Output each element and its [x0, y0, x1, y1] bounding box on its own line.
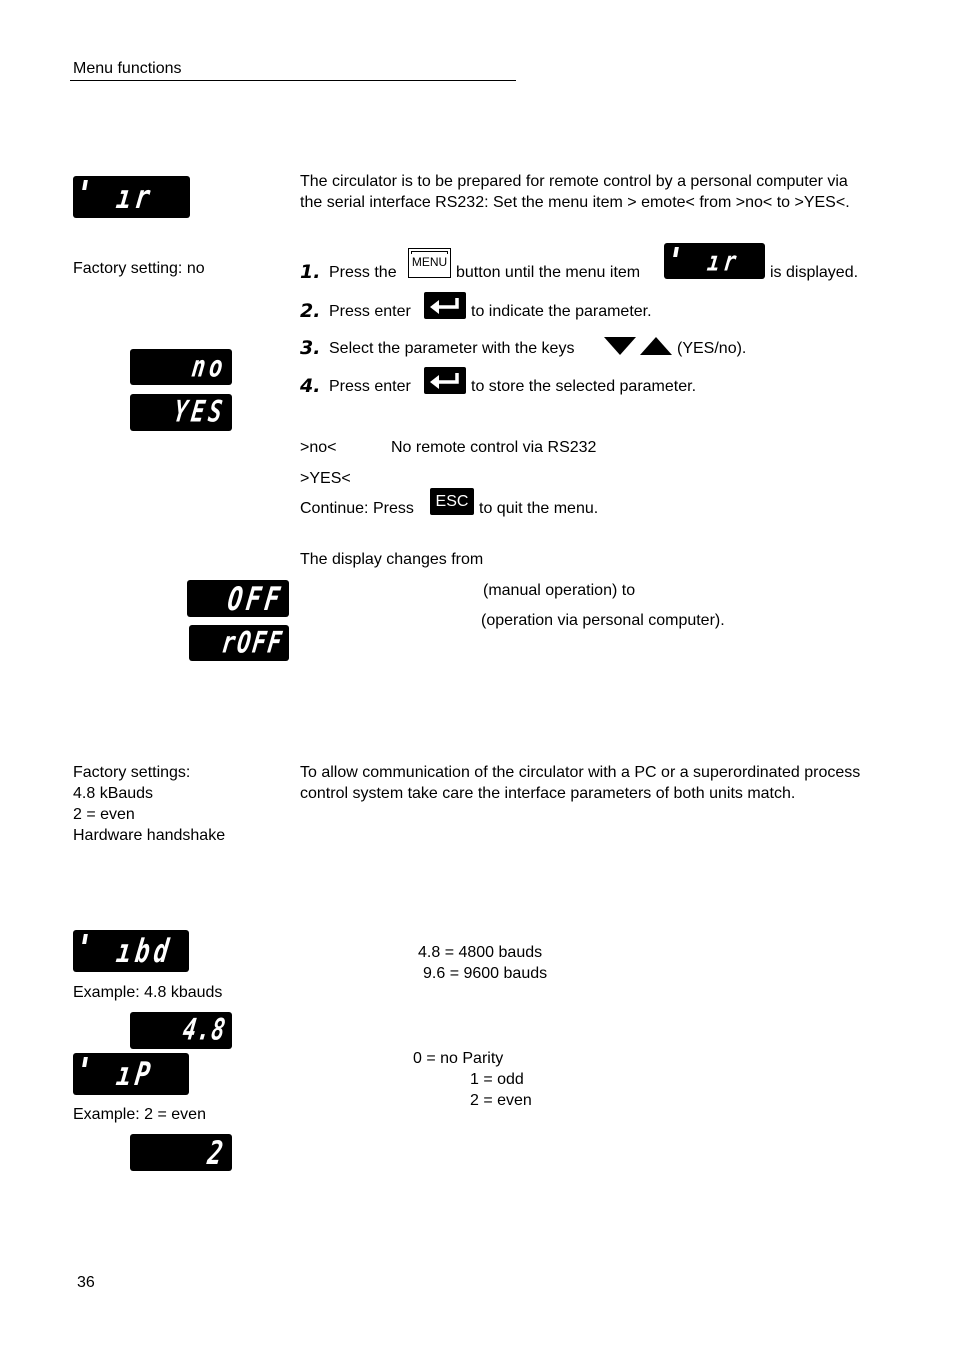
option-no-description: No remote control via RS232: [391, 439, 597, 456]
step-2-text-a: Press enter: [329, 303, 411, 320]
remote-menu-display: [73, 176, 190, 218]
display-change-line-3: (operation via personal computer).: [481, 612, 725, 629]
baud-value-display-text: 4.8: [180, 1013, 229, 1048]
parity-example-label: Example: 2 = even: [73, 1106, 206, 1123]
factory-settings-line: Hardware handshake: [73, 827, 226, 844]
baud-menu-display: [73, 930, 189, 972]
baud-option: 9.6 = 9600 bauds: [423, 965, 548, 982]
parity-menu-display-text: ıP: [114, 1055, 157, 1093]
factory-setting-note: Factory setting: no: [73, 260, 205, 277]
remote-menu-display-text: ır: [114, 178, 157, 216]
display-change-line-1: The display changes from: [300, 551, 484, 568]
parity-value-display-text: 2: [204, 1133, 229, 1172]
step-1-number: 1.: [300, 261, 321, 283]
communication-paragraph: To allow communication of the circulator with a PC or a superordinated process control system take care the interface parameters of both units match.: [300, 764, 861, 802]
continue-text-a: Continue: Press: [300, 500, 414, 517]
step-1-text-c: is displayed.: [770, 264, 859, 281]
step-3-text-b: (YES/no).: [677, 340, 747, 357]
menu-key-icon: [408, 248, 451, 278]
parity-option: 2 = even: [470, 1092, 532, 1109]
baud-menu-display-text: ıbd: [114, 932, 176, 970]
enter-key-icon: [424, 292, 466, 319]
intro-paragraph: The circulator is to be prepared for remote control by a personal computer via the serial interface RS232: Set the menu item > emote< from >no< to >YES<.: [300, 173, 850, 211]
remote-menu-display-inline-text: ır: [705, 244, 743, 278]
step-2-text-b: to indicate the parameter.: [471, 303, 652, 320]
roff-display: [189, 625, 289, 661]
display-change-line-2: (manual operation) to: [483, 582, 636, 599]
off-display-text: OFF: [224, 579, 286, 618]
step-3-text-a: Select the parameter with the keys: [329, 340, 575, 357]
step-1-text-b: button until the menu item: [456, 264, 641, 281]
up-arrow-key-icon: [640, 337, 672, 355]
esc-key-label: ESC: [435, 492, 469, 510]
parity-menu-display: [73, 1053, 189, 1095]
factory-settings-title: Factory settings:: [73, 764, 191, 781]
down-arrow-key-icon: [604, 337, 636, 355]
no-display-text: no: [189, 350, 229, 384]
esc-key-icon: [430, 488, 474, 515]
step-4-text-a: Press enter: [329, 378, 411, 395]
factory-settings-line: 4.8 kBauds: [73, 785, 154, 802]
baud-option: 4.8 = 4800 bauds: [418, 944, 543, 961]
step-3-number: 3.: [300, 337, 321, 359]
yes-display: [130, 394, 232, 431]
remote-menu-display-inline: [664, 243, 765, 279]
enter-key-icon-2: [424, 367, 466, 394]
step-4-text-b: to store the selected parameter.: [471, 378, 697, 395]
baud-example-label: Example: 4.8 kbauds: [73, 984, 223, 1001]
option-no-label: >no<: [300, 439, 337, 456]
option-yes-label: >YES<: [300, 470, 351, 487]
parity-option: 0 = no Parity: [413, 1050, 504, 1067]
continue-text-b: to quit the menu.: [479, 500, 599, 517]
menu-key-label: MENU: [411, 255, 448, 269]
step-4-number: 4.: [300, 375, 321, 397]
factory-settings-line: 2 = even: [73, 806, 135, 823]
off-display: [187, 580, 289, 617]
page-number: 36: [77, 1274, 95, 1291]
header-rule: [70, 80, 516, 81]
parity-option: 1 = odd: [470, 1071, 524, 1088]
step-1-text-a: Press the: [329, 264, 397, 281]
yes-display-text: YES: [171, 395, 229, 430]
baud-value-display: [130, 1012, 232, 1049]
roff-display-text: rOFF: [219, 626, 286, 660]
no-display: [130, 349, 232, 385]
step-2-number: 2.: [300, 300, 321, 322]
parity-value-display: [130, 1134, 232, 1171]
section-header: Menu functions: [73, 60, 182, 77]
